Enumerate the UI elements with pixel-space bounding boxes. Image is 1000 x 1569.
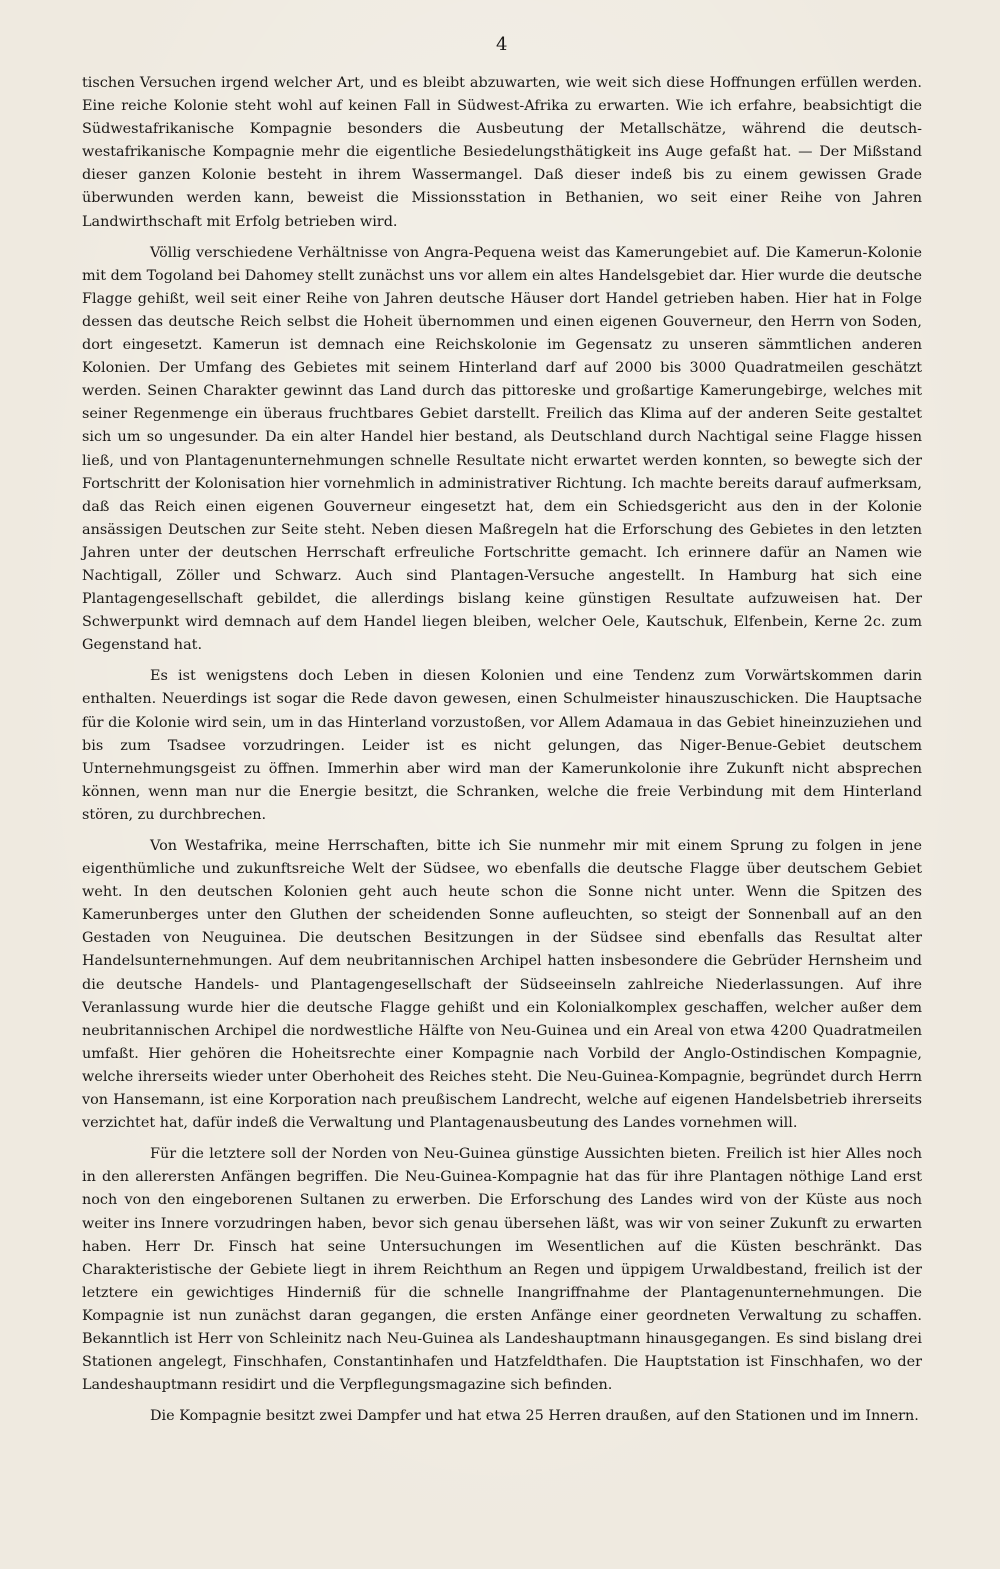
body-text xyxy=(82,72,922,1428)
paragraph-suedsee: Von Westafrika, meine Herrschaften, bitte ich Sie nunmehr mir mit einem Sprung zu folgen in jene eigenthümliche und zukunftsreiche Welt der Südsee, wo ebenfalls die deutsche Flagge über deutschem Gebiet weht. In den deutschen Kolonien geht auch heute schon die Sonne nicht unter. Wenn die Spitzen des Kamerunberges unter den Gluthen der scheidenden Sonne aufleuchten, so steigt der Sonnenball auf an den Gestaden von Neuguinea. Die deutschen Besitzungen in der Südsee sind ebenfalls das Resultat alter Handelsunternehmungen. Auf dem neubritannischen Archipel hatten insbesondere die Gebrüder Hernsheim und die deutsche Handels- und Plantagengesellschaft der Südseeinseln zahlreiche Niederlassungen. Auf ihre Veranlassung wurde hier die deutsche Flagge gehißt und ein Kolonialkomplex geschaffen, welcher außer dem neubritannischen Archipel die nordwestliche Hälfte von Neu-Guinea und ein Areal von etwa 4200 Quadratmeilen umfaßt. Hier gehören die Hoheitsrechte einer Kompagnie nach Vorbild der Anglo-Ostindischen Kompagnie, welche ihrerseits wieder unter Oberhoheit des Reiches steht. Die Neu-Guinea-Kompagnie, begründet durch Herrn von Hansemann, ist eine Korporation nach preußischem Landrecht, welche auf eigenen Handelsbetrieb ihrerseits verzichtet hat, dafür indeß die Verwaltung und Plantagenausbeutung des Landes vornehmen will. xyxy=(82,838,922,1132)
paragraph-neu-guinea: Für die letztere soll der Norden von Neu-Guinea günstige Aussichten bieten. Freilich ist hier Alles noch in den allerersten Anfängen begriffen. Die Neu-Guinea-Kompagnie hat das für ihre Plantagen nöthige Land erst noch von den eingeborenen Sultanen zu erwerben. Die Erforschung des Landes wird von der Küste aus noch weiter ins Innere vorzudringen haben, bevor sich genau übersehen läßt, was wir von seiner Zukunft zu erwarten haben. Herr Dr. Finsch hat seine Untersuchungen im Wesentlichen auf die Küsten beschränkt. Das Charakteristische der Gebiete liegt in ihrem Reichthum an Regen und üppigem Urwaldbestand, freilich ist der letztere ein gewichtiges Hinderniß für die schnelle Inangriffnahme der Plantagenunternehmungen. Die Kompagnie ist nun zunächst daran gegangen, die ersten Anfänge einer geordneten Verwaltung zu schaffen. Bekanntlich ist Herr von Schleinitz nach Neu-Guinea als Landeshauptmann hinausgegangen. Es sind bislang drei Stationen angelegt, Finschhafen, Constantinhafen und Hatzfeldthafen. Die Hauptstation ist Finschhafen, wo der Landeshauptmann residirt und die Verpflegungsmagazine sich befinden. xyxy=(82,1146,922,1394)
page-number: 4 xyxy=(496,34,508,55)
paragraph-kompagnie: Die Kompagnie besitzt zwei Dampfer und hat etwa 25 Herren draußen, auf den Stationen und im Innern. xyxy=(150,1408,919,1425)
paragraph-kamerun-outlook: Es ist wenigstens doch Leben in diesen Kolonien und eine Tendenz zum Vorwärtskommen darin enthalten. Neuerdings ist sogar die Rede davon gewesen, einen Schulmeister hinauszuschicken. Die Hauptsache für die Kolonie wird sein, um in das Hinterland vorzustoßen, vor Allem Adamaua in das Gebiet hineinzuziehen und bis zum Tsadsee vorzudringen. Leider ist es nicht gelungen, das Niger-Benue-Gebiet deutschem Unternehmungsgeist zu öffnen. Immerhin aber wird man der Kamerunkolonie ihre Zukunft nicht absprechen können, wenn man nur die Energie besitzt, die Schranken, welche die freie Verbindung mit dem Hinterland stören, zu durchbrechen. xyxy=(82,668,922,823)
paragraph-southwest-africa: tischen Versuchen irgend welcher Art, und es bleibt abzuwarten, wie weit sich diese Hoffnungen erfüllen werden. Eine reiche Kolonie steht wohl auf keinen Fall in Südwest-Afrika zu erwarten. Wie ich erfahre, beabsichtigt die Südwestafrikanische Kompagnie besonders die Ausbeutung der Metallschätze, während die deutsch-westafrikanische Kompagnie mehr die eigentliche Besiedelungsthätigkeit ins Auge gefaßt hat. — Der Mißstand dieser ganzen Kolonie besteht in ihrem Wassermangel. Daß dieser indeß bis zu einem gewissen Grade überwunden werden kann, beweist die Missionsstation in Bethanien, wo seit einer Reihe von Jahren Landwirthschaft mit Erfolg betrieben wird. xyxy=(82,75,922,230)
paragraph-kamerun: Völlig verschiedene Verhältnisse von Angra-Pequena weist das Kamerungebiet auf. Die Kamerun-Kolonie mit dem Togoland bei Dahomey stellt zunächst uns vor allem ein altes Handelsgebiet dar. Hier wurde die deutsche Flagge gehißt, weil seit einer Reihe von Jahren deutsche Häuser dort Handel getrieben haben. Hier hat in Folge dessen das deutsche Reich selbst die Hoheit übernommen und einen eigenen Gouverneur, den Herrn von Soden, dort eingesetzt. Kamerun ist demnach eine Reichskolonie im Gegensatz zu unseren sämmtlichen anderen Kolonien. Der Umfang des Gebietes mit seinem Hinterland darf auf 2000 bis 3000 Quadratmeilen geschätzt werden. Seinen Charakter gewinnt das Land durch das pittoreske und großartige Kamerungebirge, welches mit seiner Regenmenge ein überaus fruchtbares Gebiet darstellt. Freilich das Klima auf der anderen Seite gestaltet sich um so ungesunder. Da ein alter Handel hier bestand, als Deutschland durch Nachtigal seine Flagge hissen ließ, und von Plantagenunternehmungen schnelle Resultate nicht erwartet werden konnten, so bewegte sich der Fortschritt der Kolonisation hier vornehmlich in administrativer Richtung. Ich machte bereits darauf aufmerksam, daß das Reich einen eigenen Gouverneur eingesetzt hat, dem ein Schiedsgericht aus den in der Kolonie ansässigen Deutschen zur Seite steht. Neben diesen Maßregeln hat die Erforschung des Gebietes in den letzten Jahren unter der deutschen Herrschaft erfreuliche Fortschritte gemacht. Ich erinnere dafür an Namen wie Nachtigall, Zöller und Schwarz. Auch sind Plantagen-Versuche angestellt. In Hamburg hat sich eine Plantagengesellschaft gebildet, die allerdings bislang keine günstigen Resultate aufzuweisen hat. Der Schwerpunkt wird demnach auf dem Handel liegen bleiben, welcher Oele, Kautschuk, Elfenbein, Kerne 2c. zum Gegenstand hat. xyxy=(82,244,922,654)
